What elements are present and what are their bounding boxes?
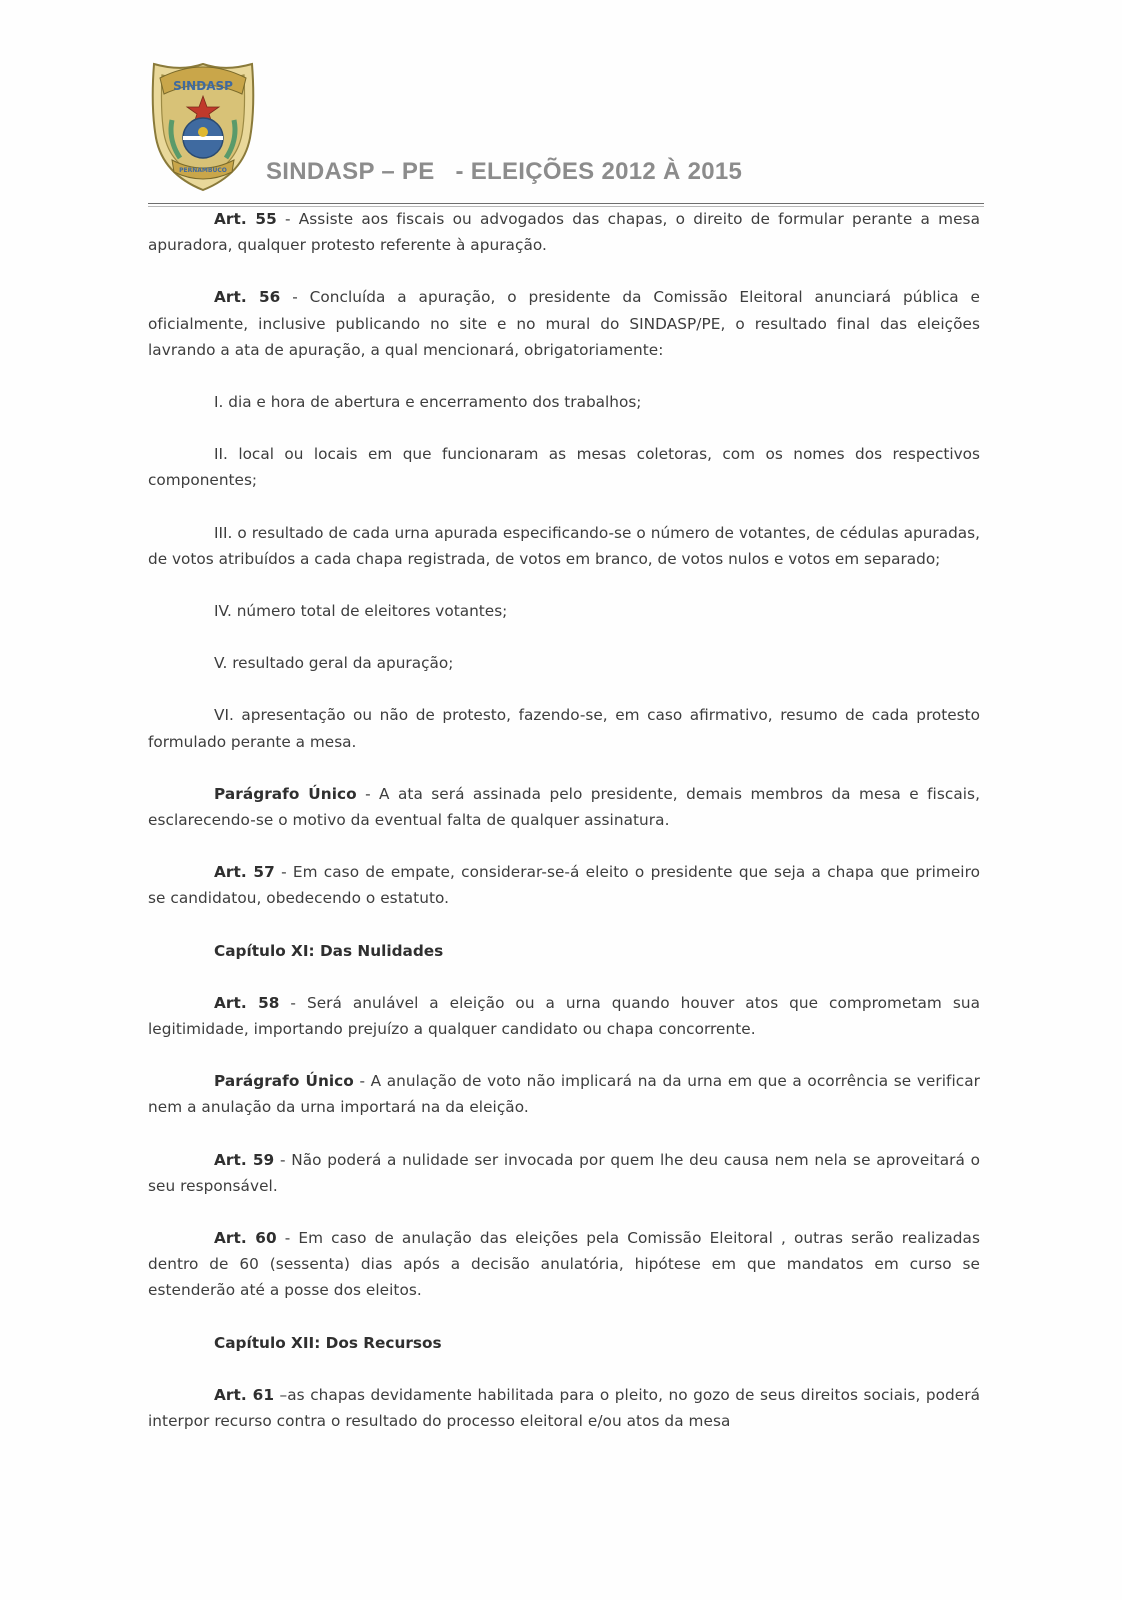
document-body [148,206,980,1460]
logo-text-top: SINDASP [173,79,233,93]
list-item-3: III. o resultado de cada urna apurada especificando-se o número de votantes, de cédulas apuradas, de votos atribuídos a cada chapa registrada, de votos em branco, de votos nulos e votos em separado; [148,523,980,568]
paragraph-unico-1-text: - A ata será assinada pelo presidente, demais membros da mesa e fiscais, esclarecendo-se o motivo da eventual falta de qualquer assinatura. [148,784,980,830]
article-57 [148,859,980,911]
article-59-text: - Não poderá a nulidade ser invocada por quem lhe deu causa nem nela se aproveitará o seu responsável. [148,1150,981,1195]
list-item-4: IV. número total de eleitores votantes; [214,602,508,621]
article-61-heading: Art. 61 [214,1385,275,1404]
article-60-heading: Art. 60 [214,1229,277,1248]
article-56-heading: Art. 56 [214,288,281,307]
list-item-2: II. local ou locais em que funcionaram as mesas coletoras, com os nomes dos respectivos componentes; [148,445,980,490]
article-55-heading: Art. 55 [214,210,277,228]
chapter-11-heading: Capítulo XI: Das Nulidades [214,941,444,960]
article-61-text: –as chapas devidamente habilitada para o pleito, no gozo de seus direitos sociais, poderá interpor recurso contra o resultado do processo eleitoral e/ou atos da mesa [148,1385,981,1431]
article-56-text: - Concluída a apuração, o presidente da Comissão Eleitoral anunciará pública e oficialmente, inclusive publicando no site e no mural do SINDASP/PE, o resultado final das eleições lavrando a ata de apuração, a qual mencionará, obrigatoriamente: [148,288,981,359]
paragraph-unico-1 [148,781,980,833]
list-item-5: V. resultado geral da apuração; [214,654,454,673]
page-header-title: SINDASP – PE - ELEIÇÕES 2012 À 2015 [266,158,743,185]
article-59 [148,1147,980,1199]
list-item-1: I. dia e hora de abertura e encerramento dos trabalhos; [214,393,642,412]
article-61 [148,1382,980,1434]
article-58-text: - Será anulável a eleição ou a urna quando houver atos que comprometam sua legitimidade, importando prejuízo a qualquer candidato ou chapa concorrente. [148,993,981,1039]
list-item-6: VI. apresentação ou não de protesto, fazendo-se, em caso afirmativo, resumo de cada protesto formulado perante a mesa. [148,706,980,751]
header-divider [148,203,984,204]
article-58-heading: Art. 58 [214,993,280,1012]
article-55 [148,206,980,258]
paragraph-unico-2 [148,1068,980,1120]
paragraph-unico-2-text: - A anulação de voto não implicará na da urna em que a ocorrência se verificar nem a anulação da urna importará na da eleição. [148,1072,980,1117]
article-56 [148,284,980,363]
article-55-text: - Assiste aos fiscais ou advogados das chapas, o direito de formular perante a mesa apuradora, qualquer protesto referente à apuração. [148,210,980,255]
article-60 [148,1225,980,1304]
chapter-12-heading: Capítulo XII: Dos Recursos [214,1333,442,1352]
sindasp-logo [150,60,256,192]
page-header [148,58,984,203]
article-59-heading: Art. 59 [214,1150,275,1169]
article-57-heading: Art. 57 [214,863,275,882]
logo-text-bottom: PERNAMBUCO [179,167,227,174]
paragraph-unico-2-heading: Parágrafo Único [214,1072,354,1091]
paragraph-unico-1-heading: Parágrafo Único [214,784,357,803]
article-60-text: - Em caso de anulação das eleições pela Comissão Eleitoral , outras serão realizadas dentro de 60 (sessenta) dias após a decisão anulatória, hipótese em que mandatos em curso se estenderão até a posse dos eleitos. [148,1229,981,1300]
article-58 [148,990,980,1042]
article-57-text: - Em caso de empate, considerar-se-á eleito o presidente que seja a chapa que primeiro se candidatou, obedecendo o estatuto. [148,863,980,908]
